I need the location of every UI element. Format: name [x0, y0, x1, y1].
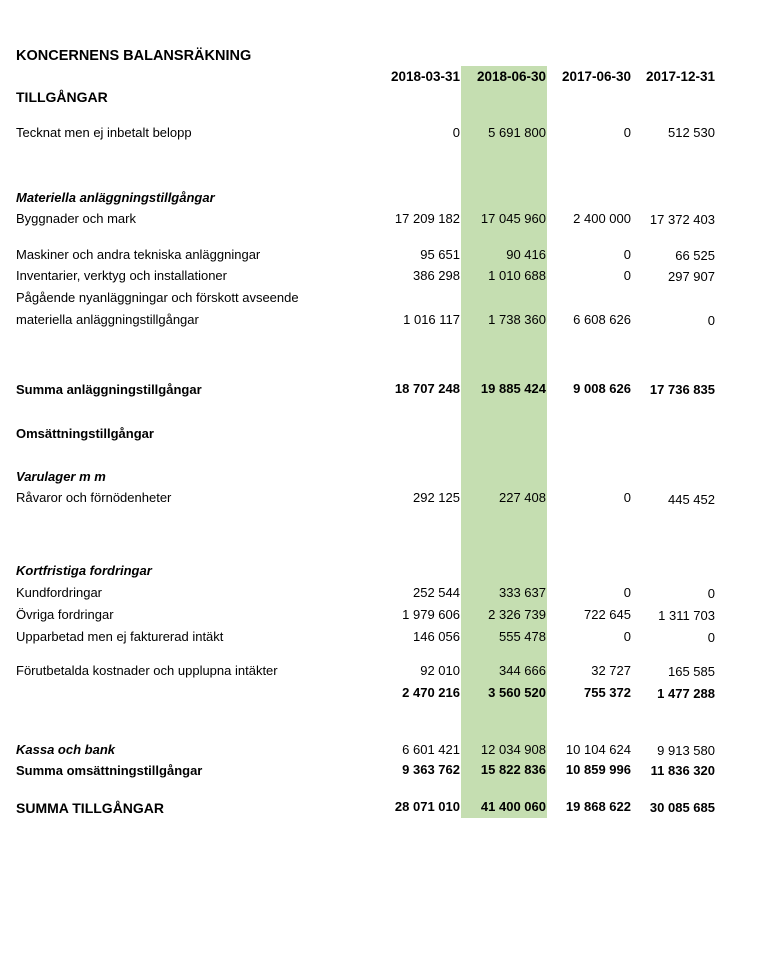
- cell-value: 32 727: [591, 663, 631, 678]
- cell-value: 146 056: [413, 629, 460, 644]
- row-label: SUMMA TILLGÅNGAR: [16, 800, 165, 816]
- cell-value: 19 868 622: [565, 799, 631, 814]
- cell-value: 0: [623, 629, 631, 644]
- row-label: Inventarier, verktyg och installationer: [16, 268, 227, 283]
- column-header-2018-06-30: 2018-06-30: [476, 69, 546, 84]
- cell-value: 2 400 000: [573, 211, 631, 226]
- page-title: KONCERNENS BALANSRÄKNING: [16, 48, 252, 64]
- cell-value: 19 885 424: [480, 381, 546, 396]
- row-label: Tecknat men ej inbetalt belopp: [16, 125, 192, 140]
- column-header-2017-12-31: 2017-12-31: [645, 69, 715, 84]
- cell-value: 227 408: [499, 490, 546, 505]
- cell-value: 12 034 908: [480, 742, 546, 757]
- cell-value: 18 707 248: [394, 381, 460, 396]
- cell-value: 66 525: [675, 248, 715, 263]
- cell-value: 17 045 960: [480, 211, 546, 226]
- cell-value: 9 008 626: [573, 381, 631, 396]
- cell-value: 9 913 580: [657, 743, 715, 758]
- cell-value: 10 859 996: [565, 762, 631, 777]
- row-label: Förutbetalda kostnader och upplupna intäkter: [16, 663, 278, 678]
- cell-value: 10 104 624: [565, 742, 631, 757]
- row-label: Pågående nyanläggningar och förskott avseende: [16, 290, 299, 305]
- cell-value: 344 666: [499, 663, 546, 678]
- cell-value: 15 822 836: [480, 762, 546, 777]
- cell-value: 95 651: [420, 247, 460, 262]
- cell-value: 28 071 010: [394, 799, 460, 814]
- cell-value: 90 416: [506, 247, 546, 262]
- section-heading-omsattningstillgangar: Omsättningstillgångar: [16, 426, 154, 441]
- cell-value: 297 907: [668, 269, 715, 284]
- highlighted-column: [461, 66, 547, 818]
- cell-value: 0: [623, 490, 631, 505]
- section-heading-tillgangar: TILLGÅNGAR: [16, 89, 108, 105]
- cell-value: 165 585: [668, 664, 715, 679]
- cell-value: 17 209 182: [394, 211, 460, 226]
- cell-value: 6 601 421: [402, 742, 460, 757]
- cell-value: 722 645: [584, 607, 631, 622]
- cell-value: 3 560 520: [488, 685, 546, 700]
- cell-value: 41 400 060: [480, 799, 546, 814]
- cell-value: 0: [623, 585, 631, 600]
- cell-value: 1 010 688: [488, 268, 546, 283]
- subsection-heading: Varulager m m: [16, 469, 106, 484]
- column-header-2018-03-31: 2018-03-31: [390, 69, 460, 84]
- subsection-heading: Kassa och bank: [16, 742, 115, 757]
- cell-value: 333 637: [499, 585, 546, 600]
- cell-value: 0: [707, 313, 715, 328]
- row-label: Kundfordringar: [16, 585, 102, 600]
- cell-value: 1 311 703: [658, 608, 715, 623]
- row-label: Summa omsättningstillgångar: [16, 763, 203, 778]
- cell-value: 0: [623, 125, 631, 140]
- cell-value: 6 608 626: [573, 312, 631, 327]
- subsection-heading: Materiella anläggningstillgångar: [16, 190, 215, 205]
- subsection-heading: Kortfristiga fordringar: [16, 563, 152, 578]
- cell-value: 445 452: [668, 492, 715, 507]
- row-label: Övriga fordringar: [16, 607, 114, 622]
- cell-value: 1 016 117: [403, 312, 460, 327]
- cell-value: 17 372 403: [649, 212, 715, 227]
- cell-value: 1 979 606: [402, 607, 460, 622]
- row-label: Summa anläggningstillgångar: [16, 382, 202, 397]
- cell-value: 92 010: [420, 663, 460, 678]
- cell-value: 0: [452, 125, 460, 140]
- cell-value: 386 298: [413, 268, 460, 283]
- row-label: Råvaror och förnödenheter: [16, 490, 172, 505]
- cell-value: 512 530: [668, 125, 715, 140]
- cell-value: 755 372: [584, 685, 631, 700]
- cell-value: 11 836 320: [650, 763, 715, 778]
- row-label: Byggnader och mark: [16, 211, 136, 226]
- cell-value: 0: [623, 247, 631, 262]
- cell-value: 1 477 288: [657, 686, 715, 701]
- row-label: Upparbetad men ej fakturerad intäkt: [16, 629, 224, 644]
- cell-value: 0: [623, 268, 631, 283]
- cell-value: 30 085 685: [649, 800, 715, 815]
- cell-value: 9 363 762: [402, 762, 460, 777]
- cell-value: 0: [707, 630, 715, 645]
- cell-value: 555 478: [499, 629, 546, 644]
- cell-value: 252 544: [413, 585, 460, 600]
- cell-value: 2 326 739: [488, 607, 546, 622]
- column-header-2017-06-30: 2017-06-30: [561, 69, 631, 84]
- row-label: materiella anläggningstillgångar: [16, 312, 199, 327]
- cell-value: 17 736 835: [649, 382, 715, 397]
- cell-value: 2 470 216: [402, 685, 460, 700]
- cell-value: 0: [707, 586, 715, 601]
- cell-value: 292 125: [413, 490, 460, 505]
- cell-value: 5 691 800: [488, 125, 546, 140]
- row-label: Maskiner och andra tekniska anläggningar: [16, 247, 261, 262]
- cell-value: 1 738 360: [488, 312, 546, 327]
